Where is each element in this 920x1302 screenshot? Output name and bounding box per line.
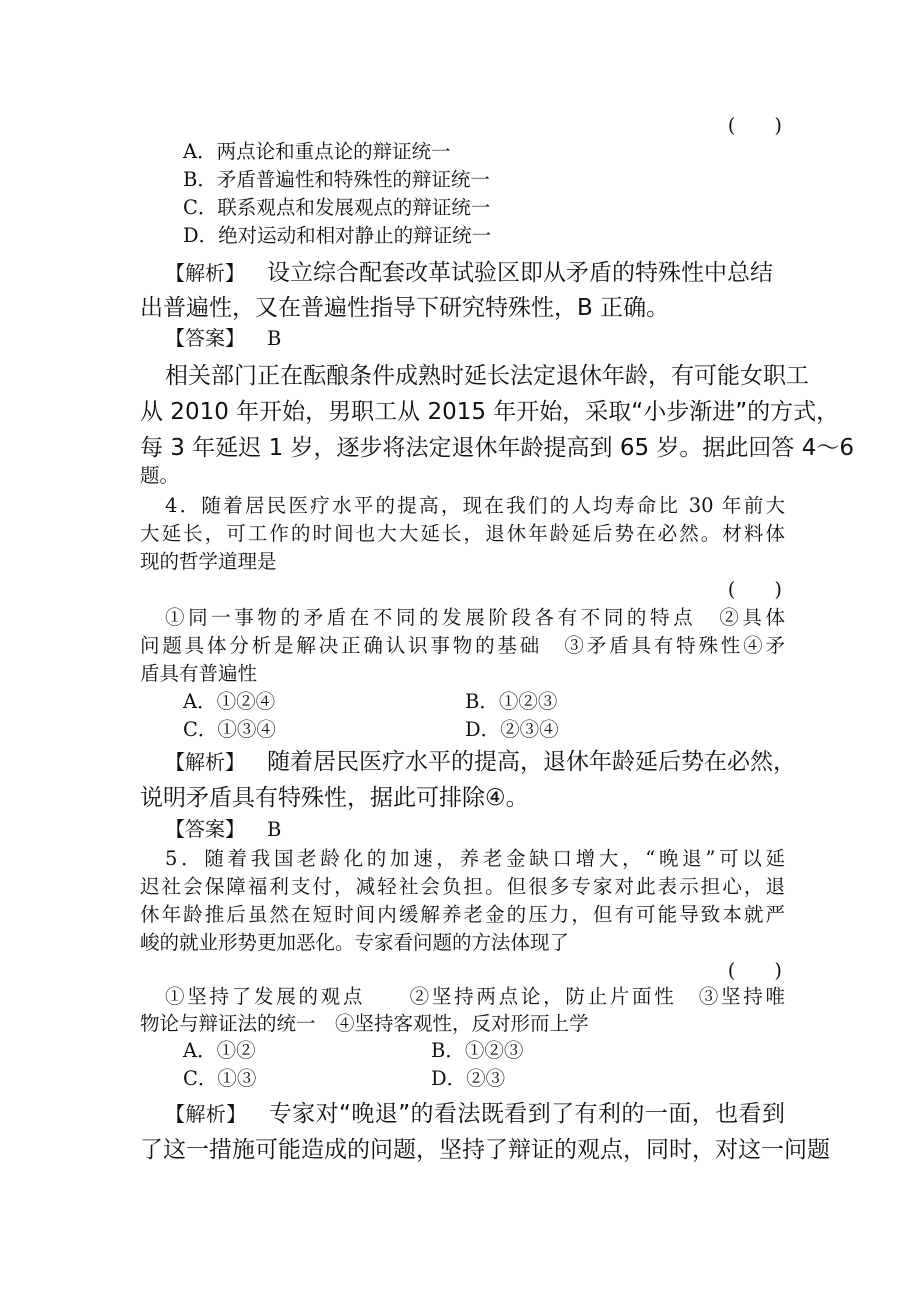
- q4-option-c: C．①③④: [183, 718, 276, 741]
- q3-analysis-line-1: [165, 253, 785, 293]
- q4-stem-line-2: 大延长，可工作的时间也大大延长，退休年龄延后势在必然。材料体: [140, 522, 785, 545]
- q5-option-d: D．②③: [431, 1067, 506, 1090]
- q3-option-d: D．绝对运动和相对静止的辩证统一: [183, 224, 492, 247]
- material-line-1: 相关部门正在酝酿条件成熟时延长法定退休年龄，有可能女职工: [165, 363, 809, 389]
- q4-analysis-text-1: 随着居民医疗水平的提高，退休年龄延后势在必然，: [267, 749, 796, 775]
- q5-stem-line-2: 迟社会保障福利支付，减轻社会负担。但很多专家对此表示担心，退: [140, 875, 785, 898]
- q3-answer-value: B: [267, 327, 282, 350]
- q5-option-c: C．①③: [183, 1067, 257, 1090]
- q3-answer-label: 【答案】: [165, 326, 245, 350]
- q4-answer-label: 【答案】: [165, 817, 245, 841]
- q5-option-b: B．①②③: [431, 1039, 524, 1062]
- q4-answer-value: B: [267, 818, 282, 841]
- material-line-3: 每 3 年延迟 1 岁，逐步将法定退休年龄提高到 65 岁。据此回答 4～6: [140, 435, 854, 461]
- q4-statement-line-1: ①同一事物的矛盾在不同的发展阶段各有不同的特点 ②具体: [165, 606, 785, 629]
- q4-statement-line-2: 问题具体分析是解决正确认识事物的基础 ③矛盾具有特殊性④矛: [140, 634, 785, 657]
- q3-option-a: A．两点论和重点论的辩证统一: [183, 140, 451, 163]
- q3-analysis-line-2: 出普遍性，又在普遍性指导下研究特殊性，B 正确。: [140, 295, 670, 321]
- q3-option-b: B．矛盾普遍性和特殊性的辩证统一: [183, 168, 490, 191]
- q5-analysis-line-1: [165, 1094, 785, 1134]
- q5-stem-line-1: 5．随着我国老龄化的加速，养老金缺口增大，“晚退”可以延: [165, 847, 785, 870]
- material-line-2: 从 2010 年开始，男职工从 2015 年开始，采取“小步渐进”的方式，: [140, 399, 840, 425]
- q5-answer-bracket: ( ): [727, 959, 782, 982]
- q4-analysis-label: 【解析】: [165, 750, 245, 774]
- q3-analysis-text-1: 设立综合配套改革试验区即从矛盾的特殊性中总结: [267, 260, 773, 286]
- q3-option-c: C．联系观点和发展观点的辩证统一: [183, 196, 491, 219]
- q5-option-a: A．①②: [183, 1039, 256, 1062]
- q5-stem-line-4: 峻的就业形势更加恶化。专家看问题的方法体现了: [140, 931, 570, 954]
- q5-analysis-line-2: 了这一措施可能造成的问题，坚持了辩证的观点，同时，对这一问题: [140, 1137, 830, 1163]
- q4-analysis-line-1: [165, 742, 796, 782]
- material-line-4: 题。: [140, 464, 180, 487]
- q4-option-a: A．①②④: [183, 690, 276, 713]
- q4-statement-line-3: 盾具有普遍性: [140, 662, 258, 685]
- q5-statement-line-1: ①坚持了发展的观点 ②坚持两点论，防止片面性 ③坚持唯: [165, 985, 785, 1008]
- q4-answer-bracket: ( ): [727, 578, 782, 601]
- q5-statement-line-2: 物论与辩证法的统一 ④坚持客观性，反对形而上学: [140, 1012, 589, 1035]
- q4-option-b: B．①②③: [465, 690, 558, 713]
- q3-answer-bracket: ( ): [727, 114, 782, 137]
- q4-answer-line: [165, 815, 810, 844]
- q4-stem-line-3: 现的哲学道理是: [140, 550, 277, 573]
- q4-stem-line-1: 4．随着居民医疗水平的提高，现在我们的人均寿命比 30 年前大: [165, 494, 785, 517]
- q3-answer-line: [165, 324, 810, 353]
- q5-analysis-label: 【解析】: [165, 1102, 247, 1126]
- q5-analysis-text-1: 专家对“晚退”的看法既看到了有利的一面，也看到: [268, 1101, 785, 1127]
- q4-analysis-line-2: 说明矛盾具有特殊性，据此可排除④。: [140, 785, 529, 811]
- q3-analysis-label: 【解析】: [165, 261, 245, 285]
- q4-option-d: D．②③④: [465, 718, 559, 741]
- q5-stem-line-3: 休年龄推后虽然在短时间内缓解养老金的压力，但有可能导致本就严: [140, 903, 785, 926]
